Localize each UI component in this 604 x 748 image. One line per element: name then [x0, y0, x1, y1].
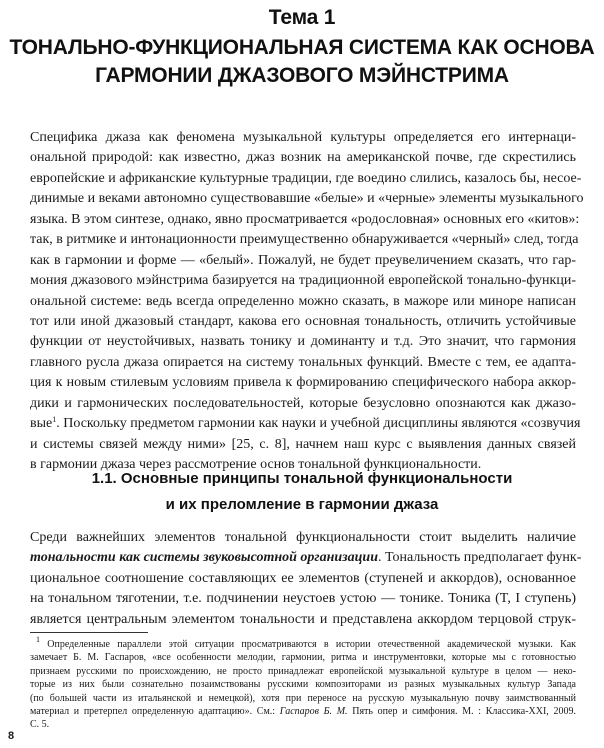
footnote-line [30, 635, 576, 651]
intro-text: вые [30, 416, 53, 432]
footnote-mark: 1 [36, 635, 40, 644]
intro-text: . Поскольку предметом гармонии как науки и учебной дисциплины являются «созвучия [56, 416, 581, 432]
footnote-line: замечает Б. М. Гаспаров, «все особенности мелодии, гармонии, ритма и инструментовки, которые мы с готовностью [30, 652, 576, 664]
intro-line: ональной природой: как известно, джаз возник на американской почве, где скрестились [30, 150, 576, 166]
intro-line: тот или иной джазовый стандарт, какова его основная тональность, отличить устойчивые [30, 313, 576, 329]
footnote-author: Гаспаров Б. М. [279, 705, 348, 717]
body-line [30, 528, 576, 548]
footnote-text: материал и претерпел определенную адаптацию». См.: [30, 705, 280, 717]
topic-number: Тема 1 [268, 6, 336, 29]
intro-line: как в гармонии и форме — «белый». Пожалуй, не будет преувеличением сказать, что гар- [30, 252, 576, 268]
intro-line: дики и гармонических последовательностей, которые безусловно опознаются как джазо- [30, 395, 576, 411]
intro-line: так, в ритмике и интонационности преимущественно обнаруживается «черный» след, тогда [30, 232, 579, 248]
section-heading-line-1: 1.1. Основные принципы тональной функциональности [91, 470, 513, 487]
intro-line: европейские и африканские культурные традиции, где воедино слились, казалось бы, несое- [30, 170, 582, 186]
body-line: на тональном тяготении, т.е. подчинении неустоев устою — тонике. Тоника (T, I ступень) [30, 591, 576, 607]
intro-line: функции от неустойчивых, назвать тонику и доминанту и т.д. Это значит, что гармония [30, 334, 576, 350]
intro-line: главного русла джаза опирается на систему тональных функций. Вместе с тем, ее адапта- [30, 354, 576, 370]
intro-line: ция к новым стилевым условиям привела к формированию специфического набора аккор- [30, 375, 576, 391]
body-line: является центральным элементом тональности и представлена аккордом терцовой струк- [30, 611, 576, 627]
page-number: 8 [8, 730, 15, 742]
footnote-line: признаем русскими по происхождению, не просто принадлежат европейской музыкальной культуре в целом — неко- [30, 665, 576, 677]
intro-paragraph [30, 128, 584, 475]
intro-line: языка. В этом синтезе, однако, явно просматривается «родословная» основных его «китов»: [30, 211, 580, 227]
body-line: циональное соотношение составляющих ее элементов (ступеней и аккордов), основанное [30, 570, 576, 586]
footnote-reference[interactable]: 1 [52, 415, 57, 425]
body-text: . Тональность предполагает функ- [377, 550, 582, 566]
body-line [30, 548, 582, 568]
intro-line: динимые и веками автономно существовавшие «белые» и «черные» элементы музыкального [30, 191, 584, 207]
footnote-line: С. 5. [30, 719, 50, 731]
topic-title-line-2: ГАРМОНИИ ДЖАЗОВОГО МЭЙНСТРИМА [95, 64, 509, 87]
footnote-text: Определенные параллели этой ситуации просматриваются в истории отечественной академической музыки. Как [40, 639, 576, 650]
intro-line: Специфика джаза как феномена музыкальной культуры определяется его интернаци- [30, 130, 576, 145]
intro-line: и системы связей между ними» [25, с. 8], начнем наш курс с выявления данных связей [30, 436, 576, 452]
intro-line: в гармонии джаза через рассмотрение основ тональной функциональности. [30, 457, 482, 472]
footnote-line: торые из них были сознательно позаимствованы русскими композиторами из разных музыкальных культур Запада [30, 679, 576, 691]
footnote-line [30, 705, 576, 718]
topic-title-line-1: ТОНАЛЬНО-ФУНКЦИОНАЛЬНАЯ СИСТЕМА КАК ОСНОВА [9, 36, 595, 59]
intro-line-with-footnote [30, 414, 581, 434]
footnote [30, 635, 576, 732]
intro-line: ональной системе: ведь всегда определенно можно сказать, в мажоре или миноре написан [30, 293, 576, 309]
body-text: Среди важнейших элементов тональной функциональности стоит выделить наличие [30, 530, 576, 545]
section-heading-line-2: и их преломление в гармонии джаза [165, 496, 439, 513]
body-paragraph [30, 528, 582, 630]
footnote-divider [30, 632, 148, 633]
intro-line: мония джазового мэйнстрима базируется на традиционной европейской тонально-функци- [30, 273, 576, 289]
emphasized-term: тональности как системы звуковысотной организации [30, 550, 378, 566]
footnote-line: (по большей части из итальянской и немецкой), хотя при переносе на русскую музыкальную почву заимствованный [30, 692, 576, 704]
footnote-text: Пять опер и симфония. М. : Классика-XXI, 2009. [347, 705, 576, 717]
